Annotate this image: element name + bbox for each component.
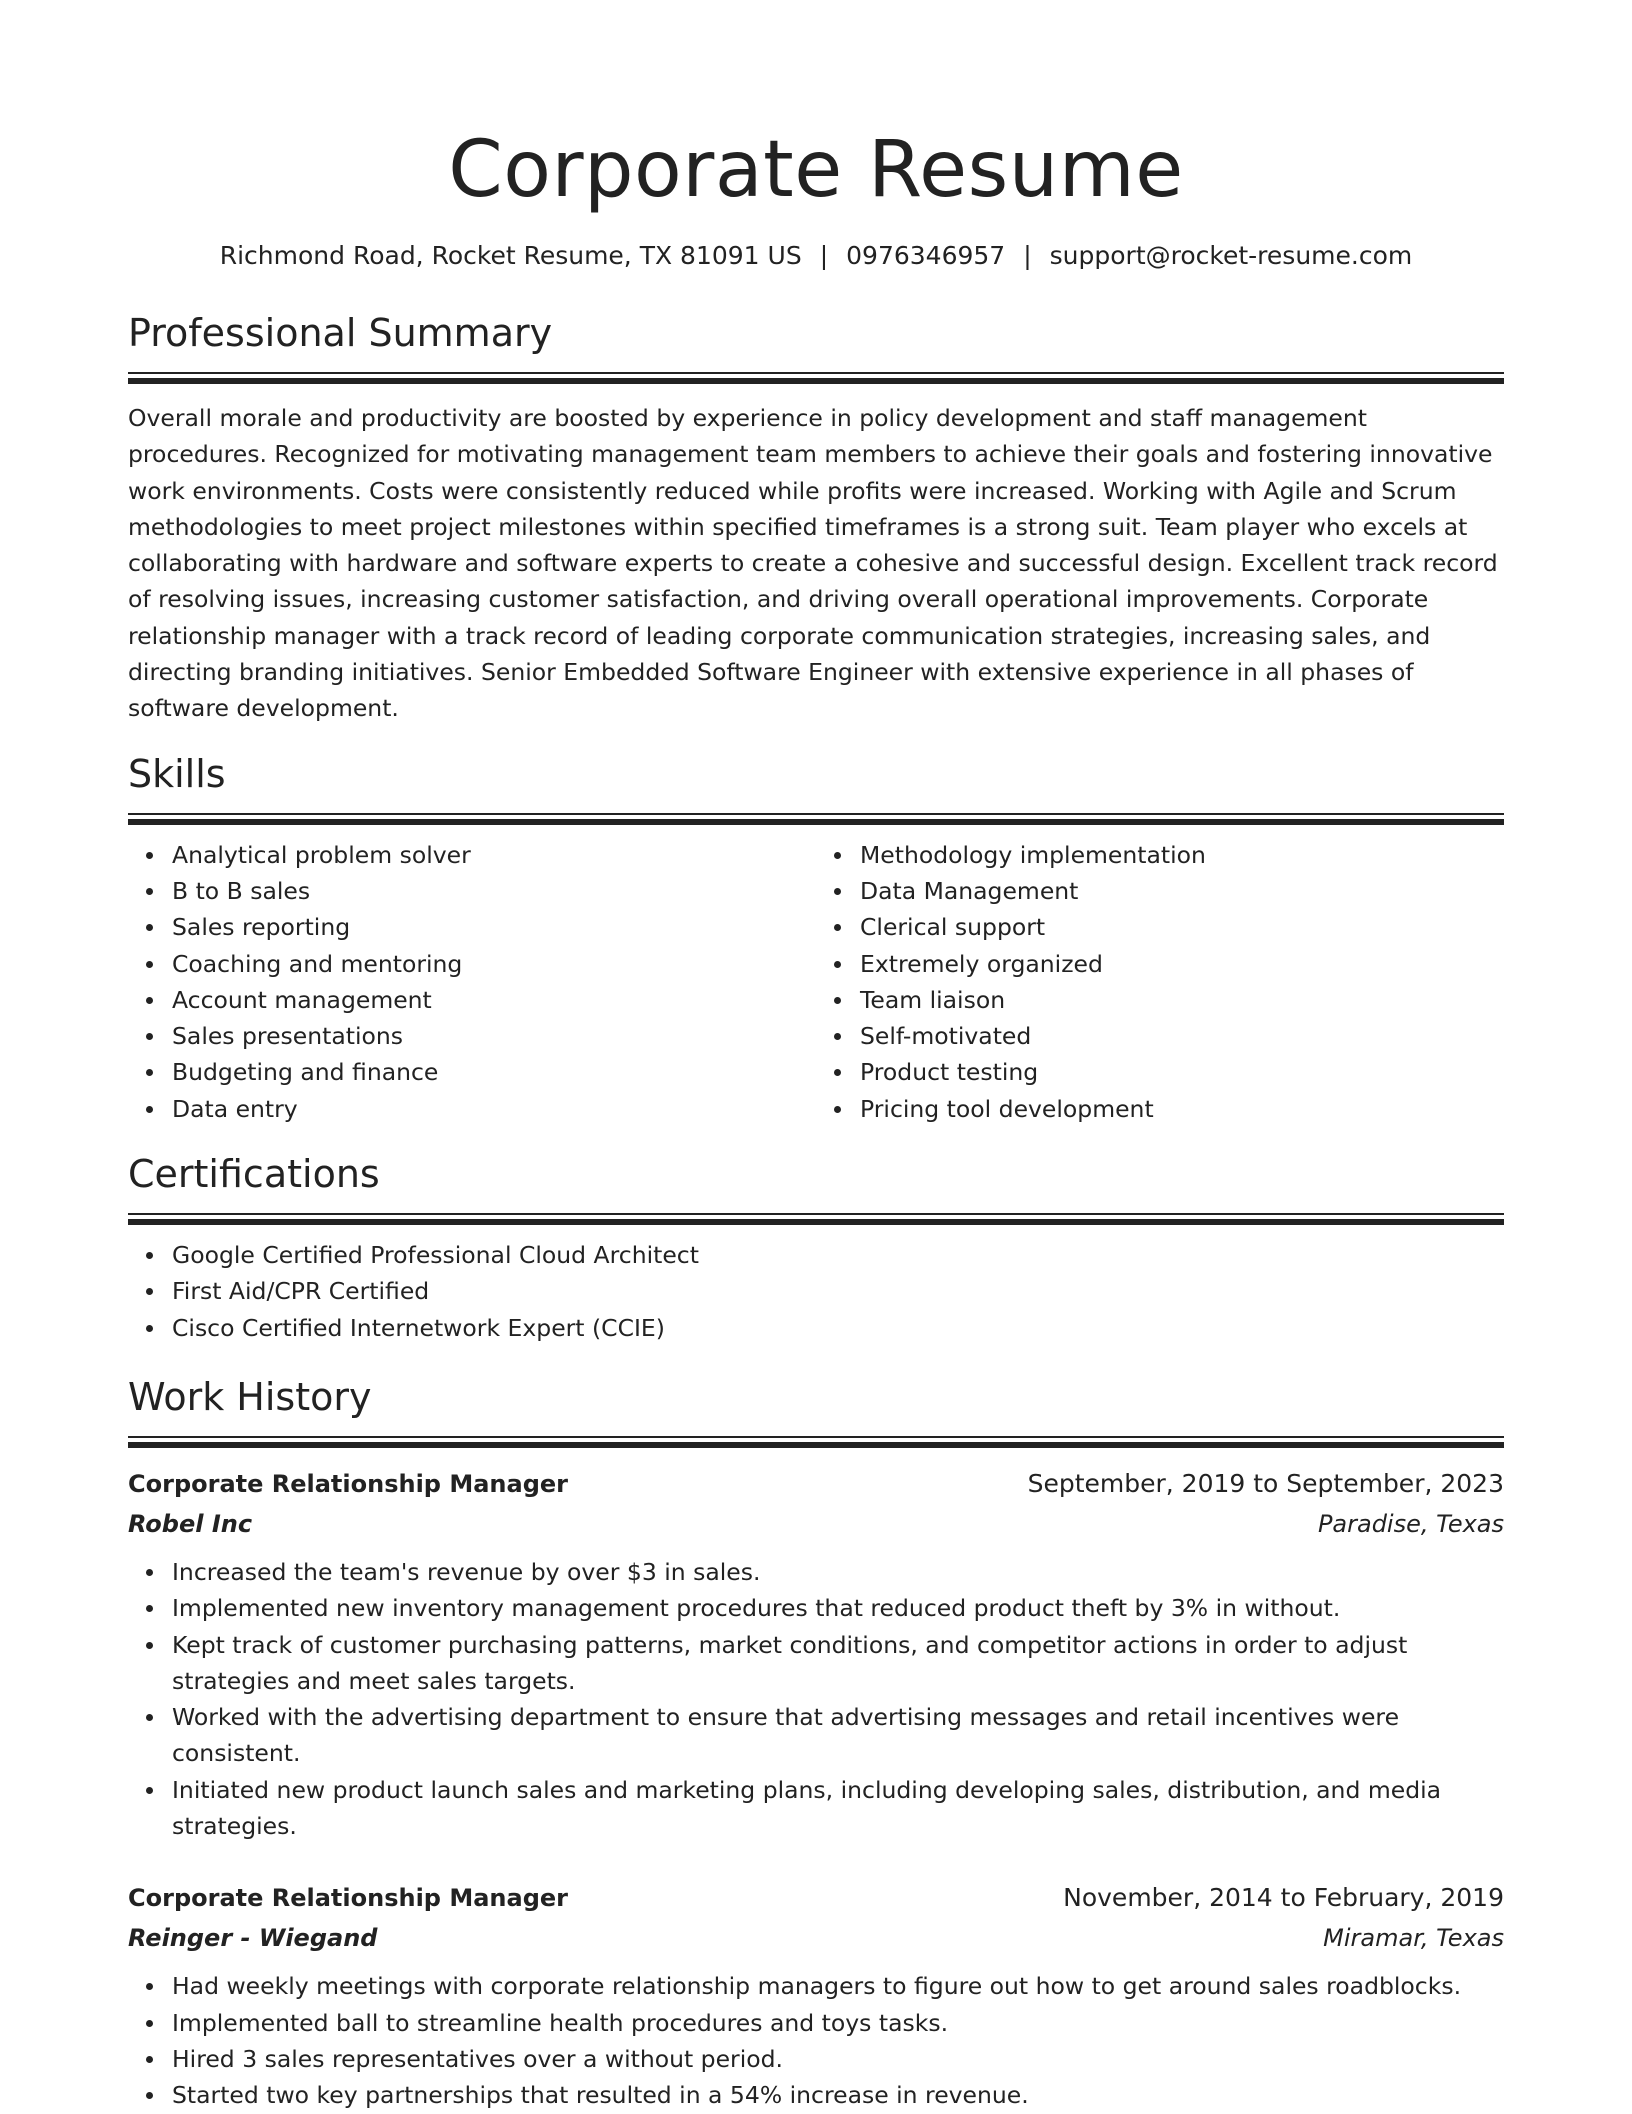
resume-name: Corporate Resume xyxy=(448,125,1184,215)
skills-columns xyxy=(128,837,1504,1127)
skill-item: Clerical support xyxy=(860,909,1504,945)
contact-separator: | xyxy=(1023,241,1032,270)
job-bullet: Kept track of customer purchasing patterns, market conditions, and competitor actions in order to adjust strategies and meet sales targets. xyxy=(172,1627,1504,1700)
job-title: Corporate Relationship Manager xyxy=(128,1884,568,1913)
skills-section xyxy=(128,749,1504,1127)
job-location: Miramar, Texas xyxy=(1323,1924,1504,1953)
contact-separator: | xyxy=(819,241,829,270)
certifications-section xyxy=(128,1149,1504,1346)
job-bullet: Increased the team's revenue by over $3 in sales. xyxy=(172,1554,1504,1590)
job-title: Corporate Relationship Manager xyxy=(128,1469,568,1498)
skill-item: Account management xyxy=(172,982,816,1018)
skill-item: Sales presentations xyxy=(172,1018,816,1054)
job-bullets xyxy=(128,1554,1504,1844)
job-bullet: Had weekly meetings with corporate relationship managers to figure out how to get around sales roadblocks. xyxy=(172,1968,1504,2004)
job-header xyxy=(128,1878,1504,1918)
section-divider xyxy=(128,1213,1504,1225)
job-dates: November, 2014 to February, 2019 xyxy=(1063,1883,1504,1913)
skill-item: Product testing xyxy=(860,1054,1504,1090)
skills-list-left xyxy=(128,837,816,1127)
contact-email: support@rocket-resume.com xyxy=(1049,241,1413,270)
skill-item: Self-motivated xyxy=(860,1018,1504,1054)
skill-item: Data Management xyxy=(860,873,1504,909)
job-location: Paradise, Texas xyxy=(1317,1509,1504,1538)
certification-item: First Aid/CPR Certified xyxy=(172,1273,1504,1309)
professional-summary-section xyxy=(128,308,1504,727)
certifications-list xyxy=(128,1237,1504,1346)
job-bullet: Implemented new inventory management procedures that reduced product theft by 3% in without. xyxy=(172,1590,1504,1626)
contact-line xyxy=(128,238,1504,274)
skill-item: Methodology implementation xyxy=(860,837,1504,873)
section-title-skills: Skills xyxy=(128,751,226,796)
job-bullet: Hired 3 sales representatives over a without period. xyxy=(172,2041,1504,2077)
job-bullet: Initiated new product launch sales and marketing plans, including developing sales, distribution, and media strategies. xyxy=(172,1772,1504,1845)
skill-item: Extremely organized xyxy=(860,946,1504,982)
job-subheader xyxy=(128,1918,1504,1958)
skill-item: Analytical problem solver xyxy=(172,837,816,873)
skill-item: Pricing tool development xyxy=(860,1091,1504,1127)
job-subheader xyxy=(128,1504,1504,1544)
job-company: Reinger - Wiegand xyxy=(128,1924,378,1953)
job-header xyxy=(128,1464,1504,1504)
skill-item: Coaching and mentoring xyxy=(172,946,816,982)
job-bullet: Started two key partnerships that resulted in a 54% increase in revenue. xyxy=(172,2077,1504,2113)
summary-text: Overall morale and productivity are boosted by experience in policy development and staff management procedures. Recognized for motivating management team members to achieve their goals and fostering innovative work environments. Costs were consistently reduced while profits were increased. Working with Agile and Scrum methodologies to meet project milestones within specified timeframes is a strong suit. Team player who excels at collaborating with hardware and software experts to create a cohesive and successful design. Excellent track record of resolving issues, increasing customer satisfaction, and driving overall operational improvements. Corporate relationship manager with a track record of leading corporate communication strategies, increasing sales, and directing branding initiatives. Senior Embedded Software Engineer with extensive experience in all phases of software development. xyxy=(128,404,1498,723)
section-title-summary: Professional Summary xyxy=(128,311,553,355)
section-title-certifications: Certifications xyxy=(128,1152,380,1197)
work-history-section xyxy=(128,1372,1504,2114)
section-title-work-history: Work History xyxy=(128,1374,372,1419)
job-dates: September, 2019 to September, 2023 xyxy=(1027,1468,1504,1498)
job-bullet: Implemented ball to streamline health procedures and toys tasks. xyxy=(172,2005,1504,2041)
skill-item: Data entry xyxy=(172,1091,816,1127)
job-entry xyxy=(128,1464,1504,1844)
section-divider xyxy=(128,813,1504,825)
job-entry xyxy=(128,1878,1504,2113)
contact-address: Richmond Road, Rocket Resume, TX 81091 US xyxy=(219,241,802,270)
job-company: Robel Inc xyxy=(128,1509,253,1538)
skill-item: Budgeting and finance xyxy=(172,1054,816,1090)
job-bullet: Worked with the advertising department to ensure that advertising messages and retail incentives were consistent. xyxy=(172,1699,1504,1772)
skills-list-right xyxy=(816,837,1504,1127)
contact-phone: 0976346957 xyxy=(846,241,1006,270)
skill-item: Team liaison xyxy=(860,982,1504,1018)
certification-item: Google Certified Professional Cloud Architect xyxy=(172,1237,1504,1273)
job-bullets xyxy=(128,1968,1504,2113)
section-divider xyxy=(128,1436,1504,1448)
skill-item: B to B sales xyxy=(172,873,816,909)
skill-item: Sales reporting xyxy=(172,909,816,945)
section-divider xyxy=(128,372,1504,384)
certification-item: Cisco Certified Internetwork Expert (CCIE) xyxy=(172,1310,1504,1346)
